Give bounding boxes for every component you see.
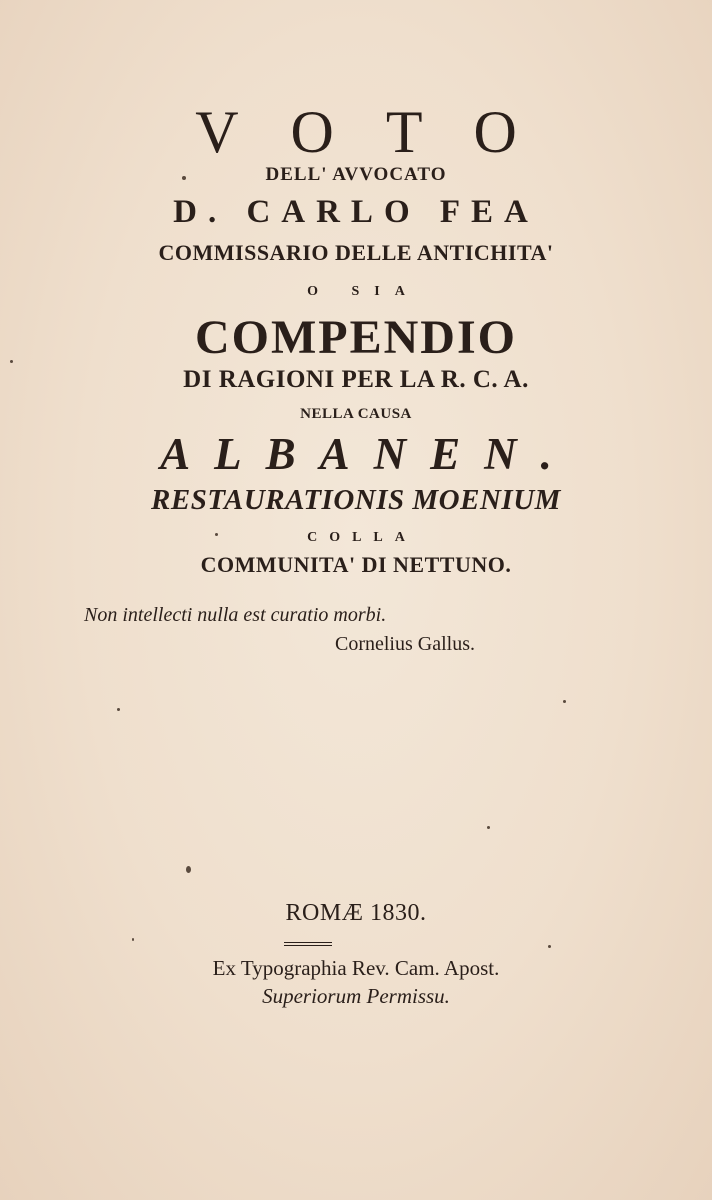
ink-speck bbox=[487, 826, 490, 829]
imprint-place-date: ROMÆ 1830. bbox=[285, 900, 427, 926]
author-name: D. CARLO FEA bbox=[173, 194, 539, 230]
ink-speck bbox=[132, 938, 134, 941]
o-sia-line: O SIA bbox=[307, 284, 420, 299]
ink-speck bbox=[186, 866, 191, 873]
ink-speck bbox=[563, 700, 566, 703]
epigraph-quote: Non intellecti nulla est curatio morbi. bbox=[84, 604, 387, 626]
epigraph-author: Cornelius Gallus. bbox=[335, 633, 475, 655]
colla-line: COLLA bbox=[307, 530, 417, 545]
imprint-printer: Ex Typographia Rev. Cam. Apost. bbox=[212, 956, 500, 980]
title-voto: VOTO bbox=[195, 99, 569, 165]
title-compendio: COMPENDIO bbox=[195, 311, 517, 364]
communita-line: COMMUNITA' DI NETTUNO. bbox=[200, 552, 512, 577]
ragioni-line: DI RAGIONI PER LA R. C. A. bbox=[183, 366, 529, 393]
double-rule-divider bbox=[284, 942, 332, 946]
ink-speck bbox=[548, 945, 551, 948]
nella-causa-line: NELLA CAUSA bbox=[300, 406, 412, 422]
title-restaurationis: RESTAURATIONIS MOENIUM bbox=[151, 484, 561, 516]
imprint-permission: Superiorum Permissu. bbox=[262, 984, 450, 1008]
title-albanen: ALBANEN. bbox=[160, 429, 576, 479]
author-office: COMMISSARIO DELLE ANTICHITA' bbox=[158, 240, 554, 265]
ink-speck bbox=[117, 708, 120, 711]
subtitle-dell-avvocato: DELL' AVVOCATO bbox=[265, 164, 447, 185]
